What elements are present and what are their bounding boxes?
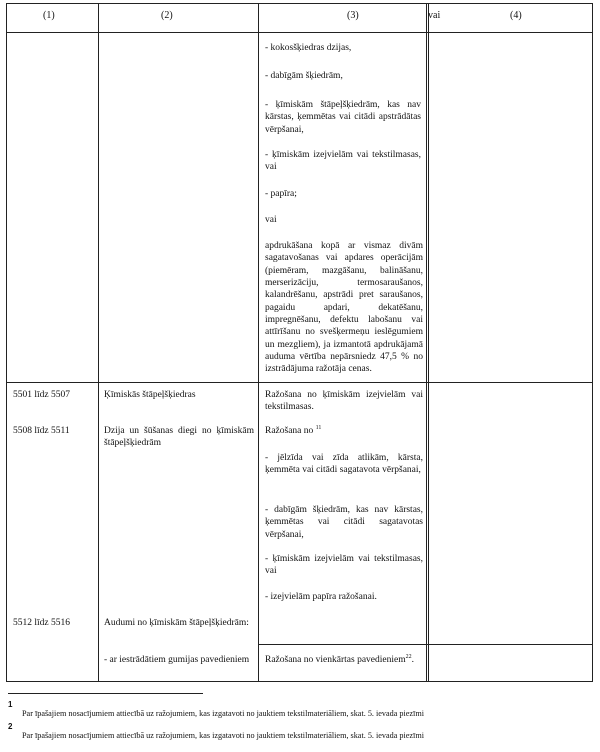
footnote-separator [8, 693, 203, 694]
list-item: - kokosšķiedras dzijas, [265, 43, 352, 53]
list-item: - ķīmiskām štāpeļšķiedrām, kas nav kārstas, ķemmētas vai citādi apstrādātas vērpšanai, [265, 100, 421, 135]
list-item: - jēlzīda vai zīda atlikām, kārsta, ķemmēta vai citādi sagatavota vērpšanai, [265, 453, 423, 476]
or-text: vai [265, 215, 277, 225]
processing-end: . [411, 655, 414, 665]
header-col-1: (1) [43, 10, 55, 21]
column-divider-1 [98, 4, 99, 681]
column-divider-3 [426, 4, 429, 681]
header-col-4: (4) [510, 10, 522, 21]
row-description: Dzija un šūšanas diegi no ķīmiskām štāpeļšķiedrām [104, 426, 254, 449]
list-item: - dabīgām šķiedrām, kas nav kārstas, ķemmētas vai citādi sagatavotas vērpšanai, [265, 505, 423, 540]
processing-intro-text: Ražošana no [265, 426, 314, 436]
list-item: - papīra; [265, 189, 297, 199]
row-separator [7, 382, 592, 383]
row-code: 5512 līdz 5516 [13, 618, 70, 628]
printing-paragraph: apdrukāšana kopā ar vismaz divām sagatavošanas vai apdares operācijām (piemēram, mazgāšanu, balināšanu, merserizāciju, termosaraušanos, kalandrēšanu, apstrādi pret saraušanos, pagaidu apdari, dekatēšanu, impregnēšanu, defektu labošanu vai attīrīšanu no svešķermeņu ieslēgumiem un mezgliem), ja izmantotā apdrukājamā auduma vērtība nepārsniedz 47,5 % no izstrādājuma ražotāja cenas. [265, 241, 423, 375]
row-description: Ķīmiskās štāpeļšķiedras [104, 390, 196, 400]
row-separator-partial [259, 644, 592, 645]
row-description: Audumi no ķīmiskām štāpeļšķiedrām: [104, 618, 249, 628]
row-processing-intro [265, 425, 423, 437]
row-processing [265, 654, 423, 666]
footnote-number: 1 [8, 700, 13, 709]
header-col-3-or: vai [428, 10, 441, 21]
processing-text: Ražošana no vienkārtas pavedieniem [265, 655, 406, 665]
column-divider-2 [258, 4, 259, 681]
rules-table [6, 3, 593, 682]
row-code: 5501 līdz 5507 [13, 390, 70, 400]
footnote-text: Par īpašajiem nosacījumiem attiecībā uz ražojumiem, kas izgatavoti no jauktiem tekstilmateriāliem, skat. 5. ievada piezīmi [22, 731, 424, 740]
footnote-ref: 11 [315, 425, 322, 431]
footnote-ref: 22 [405, 654, 412, 660]
row-sub-description: - ar iestrādātiem gumijas pavedieniem [104, 655, 250, 665]
list-item: - ķīmiskām izejvielām vai tekstilmasas, vai [265, 554, 423, 577]
row-processing: Ražošana no ķīmiskām izejvielām vai tekstilmasas. [265, 390, 423, 413]
row-code: 5508 līdz 5511 [13, 426, 70, 436]
header-separator [7, 32, 592, 33]
footnote-text: Par īpašajiem nosacījumiem attiecībā uz ražojumiem, kas izgatavoti no jauktiem tekstilmateriāliem, skat. 5. ievada piezīmi [22, 709, 424, 718]
header-col-3: (3) [347, 10, 359, 21]
footnote-number: 2 [8, 722, 13, 731]
list-item: - izejvielām papīra ražošanai. [265, 592, 377, 602]
list-item: - ķīmiskām izejvielām vai tekstilmasas, vai [265, 150, 421, 173]
header-col-2: (2) [161, 10, 173, 21]
list-item: - dabīgām šķiedrām, [265, 71, 343, 81]
